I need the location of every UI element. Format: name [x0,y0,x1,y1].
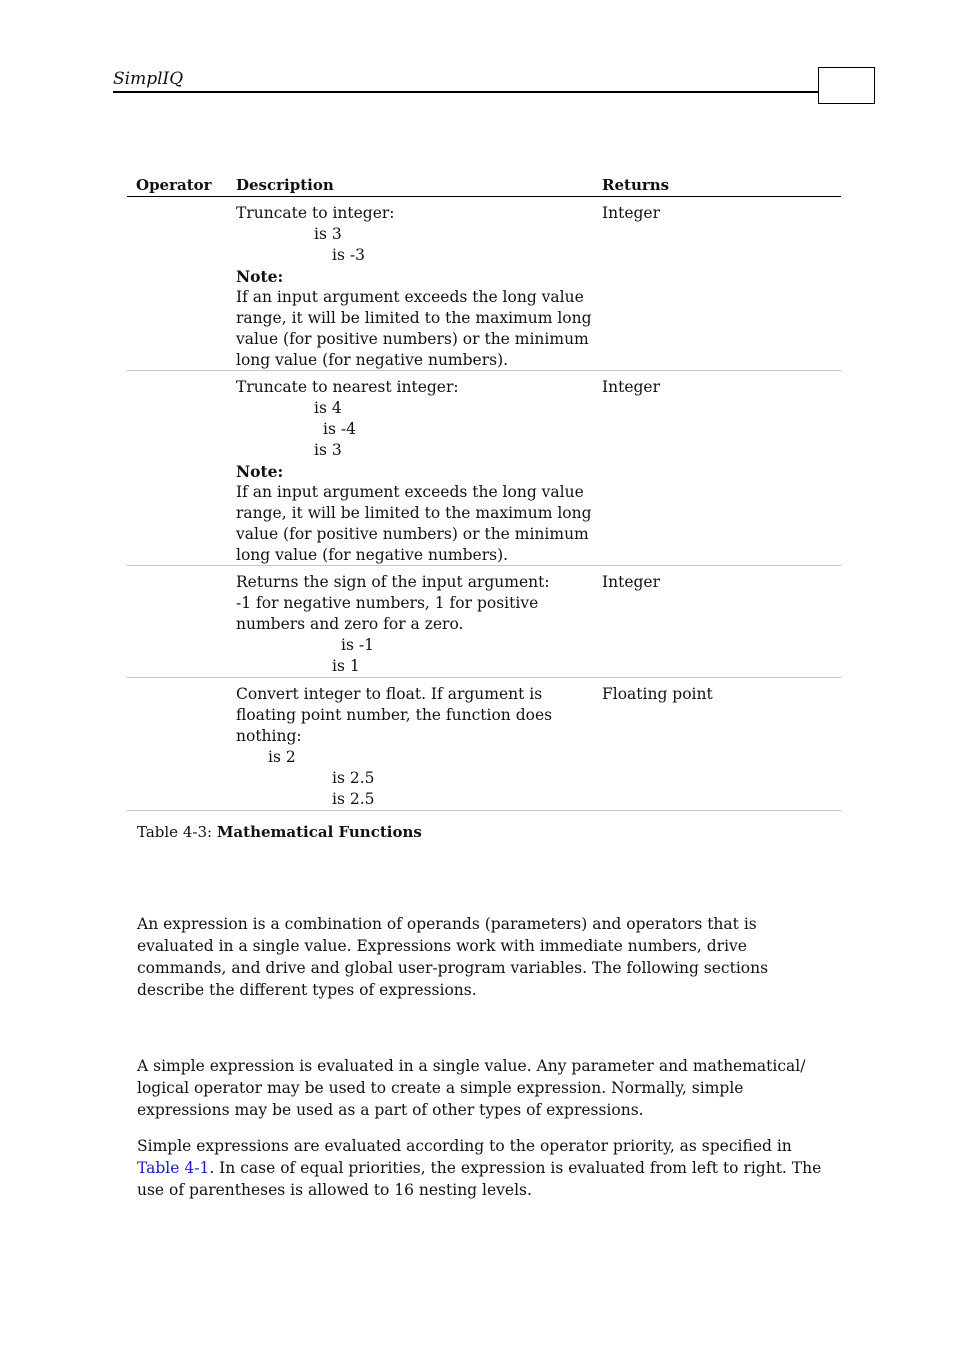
note-line: long value (for negative numbers). [236,546,509,564]
note-line: long value (for negative numbers). [236,351,509,369]
description-line: Truncate to nearest integer: [236,378,459,396]
row-returns: Integer [602,573,661,591]
note-label: Note: [236,267,284,286]
table-header-row [127,175,841,197]
row-returns: Integer [602,378,661,396]
row-returns: Floating point [602,685,713,703]
table-row [127,197,841,371]
note-line: If an input argument exceeds the long value [236,483,584,501]
note-line: If an input argument exceeds the long value [236,288,584,306]
note-label: Note: [236,462,284,481]
description-line: numbers and zero for a zero. [236,615,464,633]
caption-title: Mathematical Functions [216,823,422,841]
table-row [127,371,841,566]
table-row [127,566,841,678]
header-rule [113,91,819,93]
expressions-paragraph: An expression is a combination of operands (parameters) and operators that is evaluated in a single value. Expressions work with immediate numbers, drive commands, and drive and global user-program variables. The following sections describe the different types of expressions. [137,915,769,999]
example-line: is 2 [268,748,296,766]
note-line: value (for positive numbers) or the minimum [236,330,589,348]
row-description [236,572,591,677]
operator-priority-paragraph [137,1135,827,1201]
row-description [236,203,591,371]
example-line: is 1 [332,657,360,675]
simple-expression-paragraph: A simple expression is evaluated in a single value. Any parameter and mathematical/ logical operator may be used to create a simple expression. Normally, simple expressions may be used as a part of other types of expressions. [137,1057,806,1119]
note-line: range, it will be limited to the maximum long [236,504,592,522]
row-returns: Integer [602,204,661,222]
priority-text-before: Simple expressions are evaluated according to the operator priority, as specified in [137,1137,792,1155]
description-line: -1 for negative numbers, 1 for positive [236,594,539,612]
example-line: is 4 [314,399,342,417]
page-number-box [818,67,875,104]
example-line: is 2.5 [332,790,375,808]
caption-prefix: Table 4-3: [137,823,217,841]
description-line: floating point number, the function does [236,706,553,724]
example-line: is 3 [314,441,342,459]
row-description [236,377,591,566]
note-line: value (for positive numbers) or the minimum [236,525,589,543]
table-caption [137,822,422,843]
example-line: is 3 [314,225,342,243]
row-description [236,684,591,810]
description-line: nothing: [236,727,302,745]
note-line: range, it will be limited to the maximum long [236,309,592,327]
header-operator: Operator [136,176,212,194]
example-line: is -4 [323,420,356,438]
example-line: is -3 [332,246,365,264]
description-line: Returns the sign of the input argument: [236,573,550,591]
description-line: Truncate to integer: [236,204,395,222]
running-header-title: SimplIQ [113,69,184,89]
example-line: is -1 [341,636,374,654]
table-4-1-link[interactable]: Table 4-1 [137,1159,210,1177]
header-returns: Returns [602,176,670,194]
header-description: Description [236,176,334,194]
math-functions-table [127,175,841,811]
priority-text-after: . In case of equal priorities, the expression is evaluated from left to right. The use of parentheses is allowed to 16 nesting levels. [137,1159,822,1199]
example-line: is 2.5 [332,769,375,787]
description-line: Convert integer to float. If argument is [236,685,543,703]
table-row [127,678,841,811]
